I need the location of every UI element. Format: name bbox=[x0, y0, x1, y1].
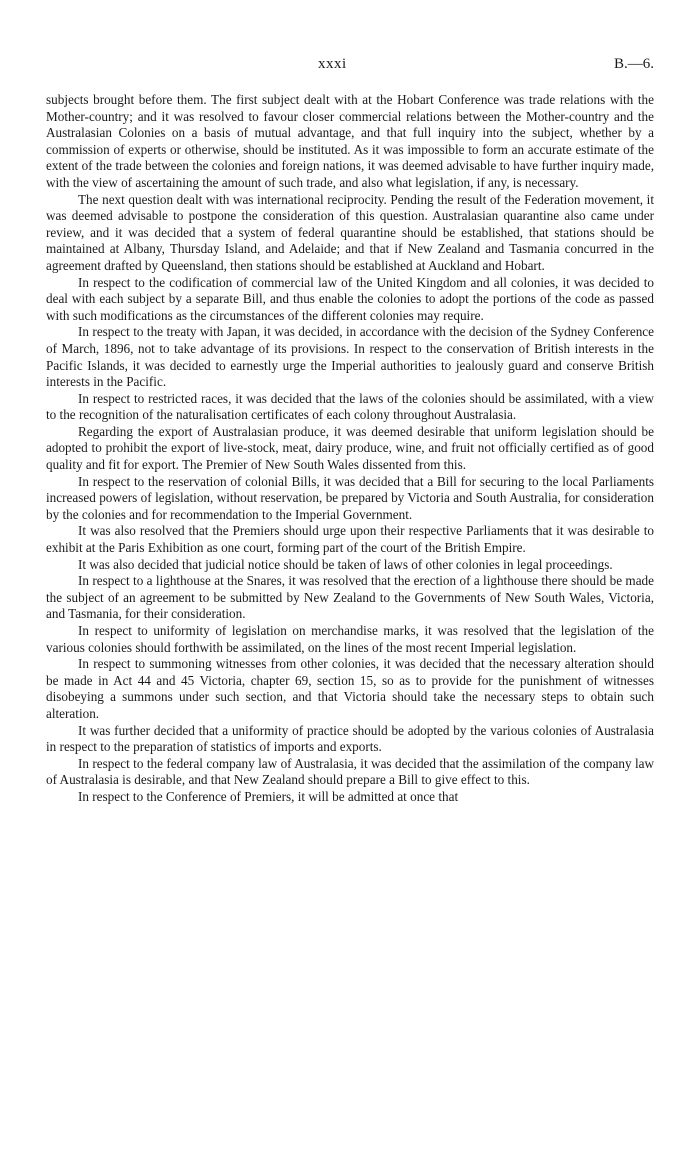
paragraph-snares-lighthouse: In respect to a lighthouse at the Snares, it was resolved that the erection of a lighthouse there should be made the subject of an agreement to be submitted by New Zealand to the Governments of New South Wales, Victoria, and Tasmania, for their consideration. bbox=[46, 573, 654, 622]
paragraph-summoning-witnesses: In respect to summoning witnesses from other colonies, it was decided that the necessary alteration should be made in Act 44 and 45 Victoria, chapter 69, section 15, so as to provide for the punishment of witnesses disobeying a summons under such section, and that Victoria should take the necessary steps to obtain such alteration. bbox=[46, 656, 654, 721]
paragraph-japan-treaty: In respect to the treaty with Japan, it was decided, in accordance with the decision of the Sydney Conference of March, 1896, not to take advantage of its provisions. In respect to the conservation of British interests in the Pacific Islands, it was decided to earnestly urge the Imperial authorities to jealously guard and conserve British interests in the Pacific. bbox=[46, 324, 654, 390]
paragraph-commercial-law: In respect to the codification of commercial law of the United Kingdom and all colonies, it was decided to deal with each subject by a separate Bill, and thus enable the colonies to adopt the portions of the code as passed with such modifications as the circumstances of the different colonies may require. bbox=[46, 274, 654, 323]
paragraph-statistics: It was further decided that a uniformity of practice should be adopted by the various colonies of Australasia in respect to the preparation of statistics of imports and exports. bbox=[46, 722, 654, 755]
paragraph-conference-premiers: In respect to the Conference of Premiers, it will be admitted at once that bbox=[78, 788, 459, 804]
paragraph-restricted-races: In respect to restricted races, it was decided that the laws of the colonies should be assimilated, with a view to the recognition of the naturalisation certificates of each colony throughout Australasia. bbox=[46, 390, 654, 423]
page-number: xxxi bbox=[318, 56, 347, 72]
paragraph-judicial-notice: It was also decided that judicial notice should be taken of laws of other colonies in legal proceedings. bbox=[78, 556, 613, 572]
paragraph-paris-exhibition: It was also resolved that the Premiers should urge upon their respective Parliaments that it was desirable to exhibit at the Paris Exhibition as one court, forming part of the court of the British Empire. bbox=[46, 523, 654, 556]
paragraph-company-law: In respect to the federal company law of Australasia, it was decided that the assimilation of the company law of Australasia is desirable, and that New Zealand should prepare a Bill to give effect to this. bbox=[46, 755, 654, 788]
page-body bbox=[46, 92, 654, 1162]
paragraph-colonial-bills: In respect to the reservation of colonial Bills, it was decided that a Bill for securing to the local Parliaments increased powers of legislation, without reservation, be prepared by Victoria and South Australia, for consideration by the colonies and for recommendation to the Imperial Government. bbox=[46, 473, 654, 522]
paragraph-trade-relations: subjects brought before them. The first subject dealt with at the Hobart Conference was trade relations with the Mother-country; and it was resolved to favour closer commercial relations between the Mother-country and the Australasian Colonies on a basis of mutual advantage, and that full inquiry into the subject, whether by a commission of experts or otherwise, should be instituted. As it was impossible to form an accurate estimate of the extent of the trade between the colonies and foreign nations, it was deemed advisable to have further inquiry made, with the view of ascertaining the amount of such trade, and also what legislation, if any, is necessary. bbox=[46, 92, 654, 190]
document-reference: B.—6. bbox=[613, 56, 654, 72]
paragraph-export-produce: Regarding the export of Australasian produce, it was deemed desirable that uniform legislation should be adopted to prohibit the export of live-stock, meat, dairy produce, wine, and fruit not officially certified as of good quality and fit for export. The Premier of New South Wales dissented from this. bbox=[46, 423, 654, 473]
paragraph-reciprocity-quarantine: The next question dealt with was international reciprocity. Pending the result of the Federation movement, it was deemed advisable to postpone the consideration of this question. Australasian quarantine also came under review, and it was decided that a system of federal quarantine should be established, that stations should be maintained at Albany, Thursday Island, and Adelaide; and that if New Zealand and Tasmania concurred in the agreement drafted by Queensland, then stations should be established at Auckland and Hobart. bbox=[46, 191, 654, 273]
paragraph-merchandise-marks: In respect to uniformity of legislation on merchandise marks, it was resolved that the legislation of the various colonies should forthwith be assimilated, on the lines of the most recent Imperial legislation. bbox=[46, 623, 654, 655]
page-header bbox=[0, 56, 700, 80]
